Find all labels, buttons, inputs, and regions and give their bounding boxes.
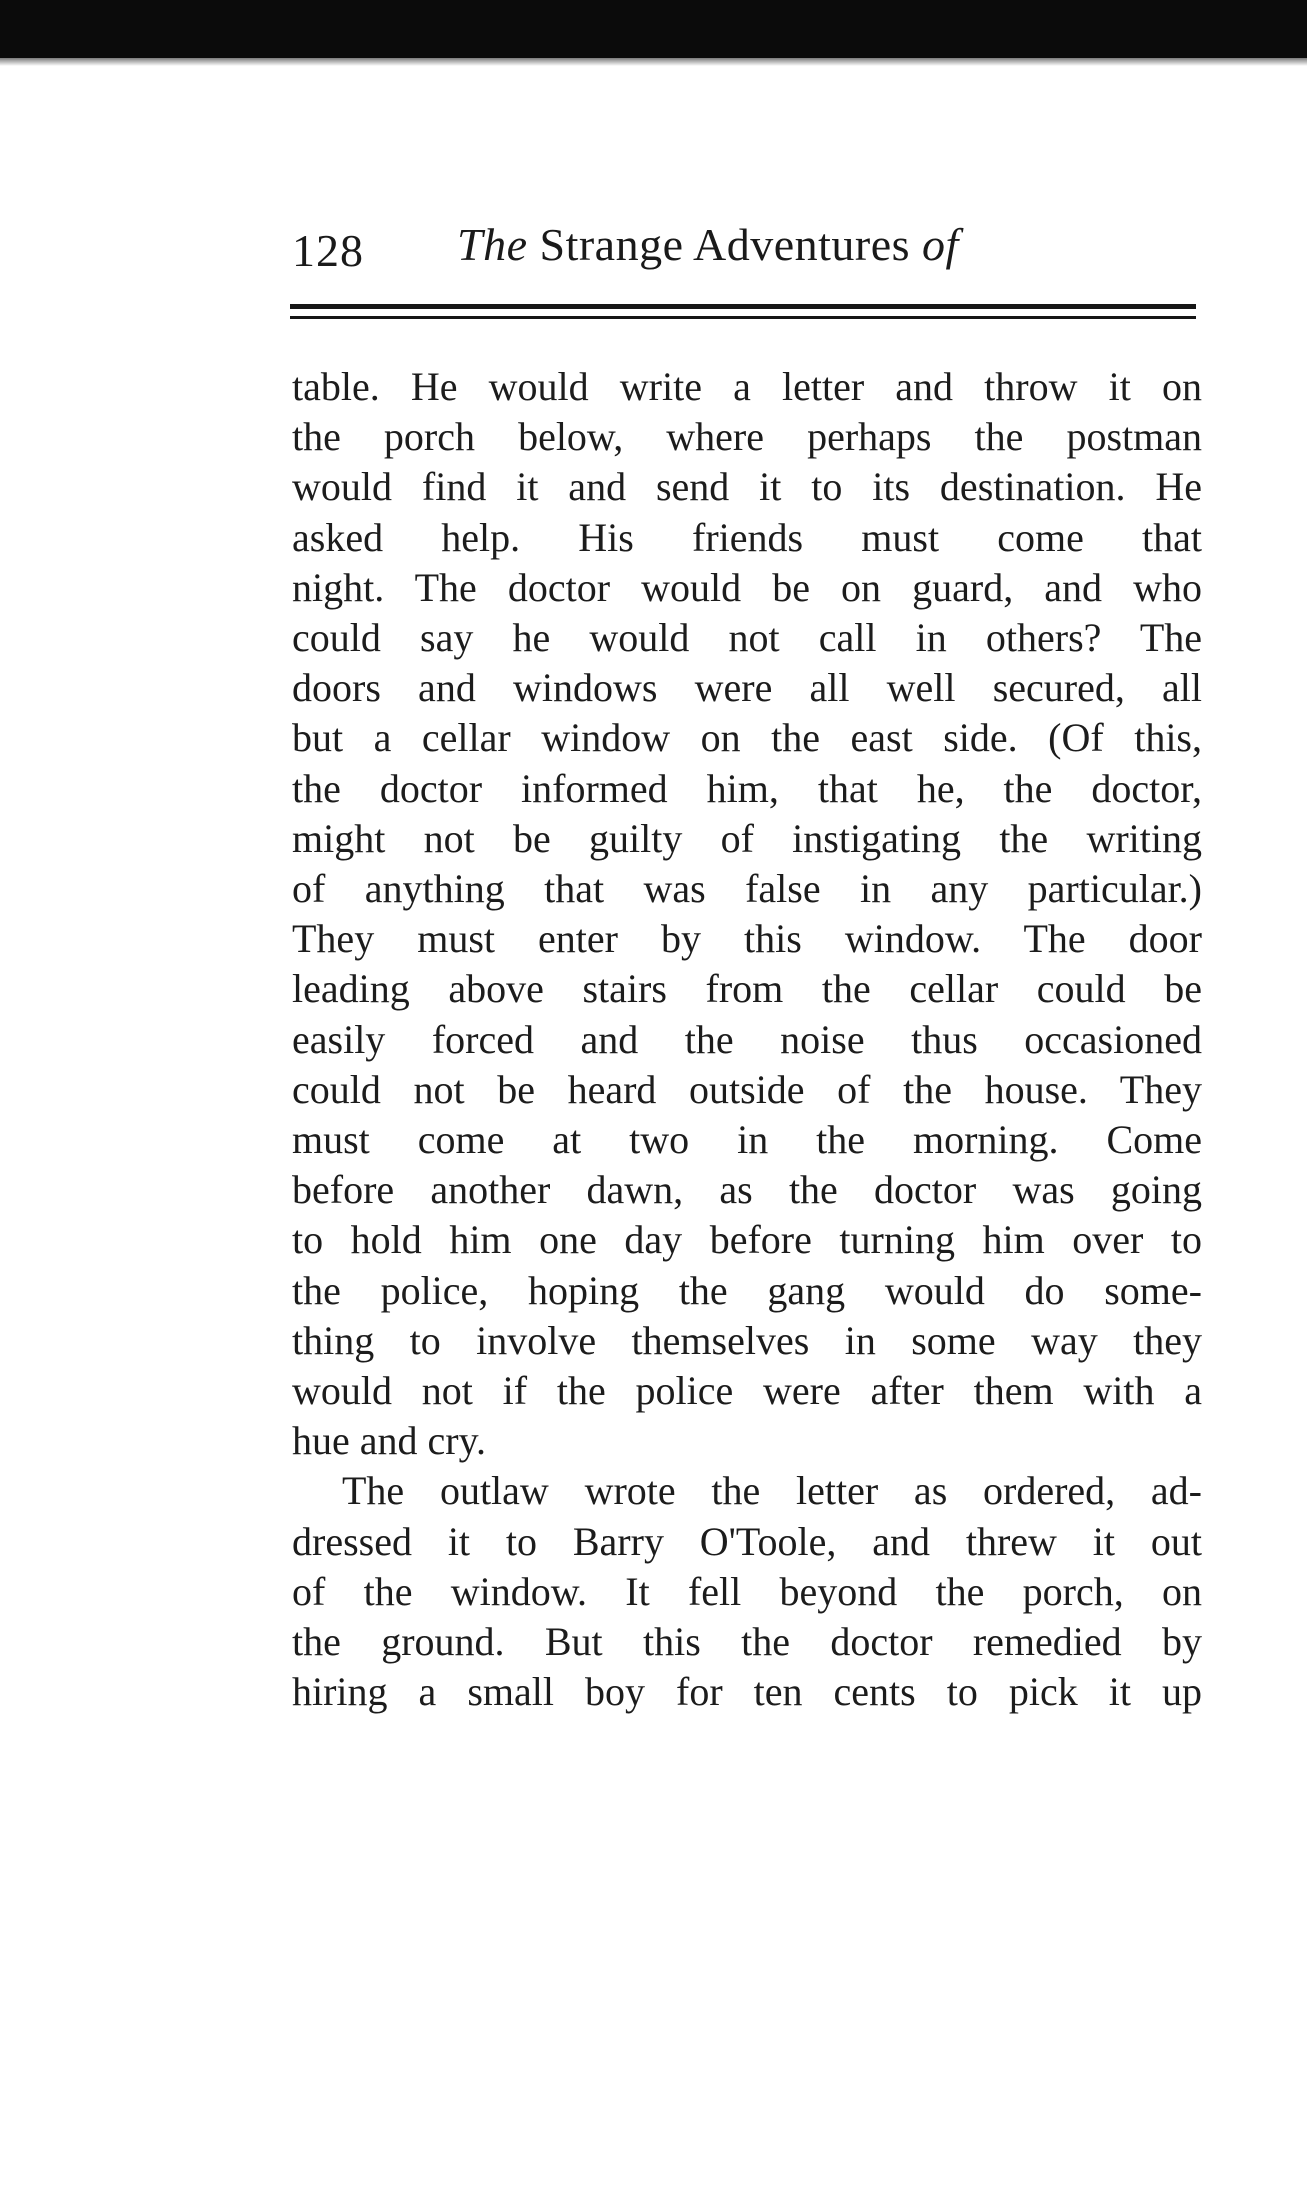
running-head <box>292 218 1198 288</box>
text-line: night. The doctor would be on guard, and who <box>292 564 1202 610</box>
running-title-the: The <box>457 219 528 270</box>
text-line: dressed it to Barry O'Toole, and threw it out <box>292 1518 1202 1564</box>
text-line: leading above stairs from the cellar could be <box>292 966 1202 1012</box>
text-line: table. He would write a letter and throw it on <box>292 364 1202 409</box>
text-line: asked help. His friends must come that <box>292 514 1202 560</box>
paragraph-1 <box>292 362 1202 1466</box>
text-line: the police, hoping the gang would do some- <box>292 1267 1202 1313</box>
text-line: must come at two in the morning. Come <box>292 1117 1202 1163</box>
text-line: of the window. It fell beyond the porch, on <box>292 1568 1202 1614</box>
text-line: of anything that was false in any particular.) <box>292 866 1202 912</box>
text-line: thing to involve themselves in some way they <box>292 1317 1202 1363</box>
text-line: doors and windows were all well secured, all <box>292 665 1202 711</box>
page-number: 128 <box>292 225 364 276</box>
text-line: They must enter by this window. The door <box>292 916 1202 962</box>
text-line: could not be heard outside of the house. They <box>292 1066 1202 1112</box>
running-title-main: Strange Adventures <box>539 219 911 270</box>
text-line: to hold him one day before turning him over to <box>292 1217 1202 1263</box>
text-line: but a cellar window on the east side. (Of this, <box>292 715 1202 761</box>
body-text <box>292 362 1202 1717</box>
scan-top-edge <box>0 0 1307 58</box>
text-line: hue and cry. <box>292 1418 486 1464</box>
header-rule-thick <box>290 304 1196 309</box>
text-line: would find it and send it to its destination. He <box>292 464 1202 510</box>
text-line: might not be guilty of instigating the writing <box>292 815 1202 861</box>
text-line: would not if the police were after them with a <box>292 1368 1202 1414</box>
text-line: easily forced and the noise thus occasioned <box>292 1016 1202 1062</box>
text-line: the doctor informed him, that he, the doctor, <box>292 765 1202 811</box>
running-title <box>457 218 959 271</box>
text-line: could say he would not call in others? The <box>292 615 1202 661</box>
header-rule-thin <box>290 316 1196 319</box>
running-title-of: of <box>922 219 959 270</box>
text-line: before another dawn, as the doctor was going <box>292 1167 1202 1213</box>
paragraph-2 <box>292 1466 1202 1717</box>
text-line: The outlaw wrote the letter as ordered, ad- <box>342 1468 1202 1514</box>
text-line: the porch below, where perhaps the postman <box>292 414 1202 460</box>
scan-top-edge-fade <box>0 58 1307 66</box>
text-line: the ground. But this the doctor remedied by <box>292 1619 1202 1665</box>
text-line: hiring a small boy for ten cents to pick it up <box>292 1669 1202 1715</box>
